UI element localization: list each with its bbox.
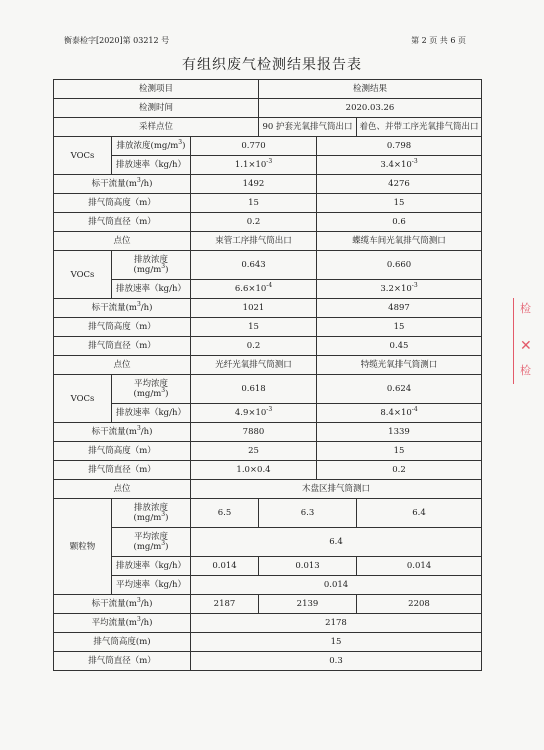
value-cell: 0.624: [317, 375, 482, 404]
value-cell: $1.1\times 10^{-3}$: [191, 156, 317, 175]
value-cell: 2178: [191, 614, 482, 633]
value-cell: 0.014: [357, 557, 482, 576]
value-cell: 2020.03.26: [259, 99, 482, 118]
label-cell: 标干流量$(m^3/h)$: [54, 423, 191, 442]
point-cell: 束管工序排气筒出口: [191, 232, 317, 251]
table-row: [54, 194, 482, 213]
pollutant-cell: VOCs: [54, 375, 112, 423]
value-cell: 6.4: [357, 499, 482, 528]
report-number: 衡泰检字[2020]第 03212 号: [64, 36, 170, 45]
value-cell: 15: [317, 442, 482, 461]
value-cell: 2187: [191, 595, 259, 614]
value-cell: 4276: [317, 175, 482, 194]
point-cell: 光纤光氧排气筒测口: [191, 356, 317, 375]
value-cell: 25: [191, 442, 317, 461]
value-cell: $4.9\times 10^{-3}$: [191, 404, 317, 423]
report-title: 有组织废气检测结果报告表: [182, 57, 362, 73]
label-cell: 平均浓度 $(mg/m^3)$: [112, 528, 191, 557]
label-cell: 平均浓度 $(mg/m^3)$: [112, 375, 191, 404]
label-cell: 排放浓度 $(mg/m^3)$: [112, 251, 191, 280]
label-cell: 排放速率（kg/h）: [112, 156, 191, 175]
label-cell: 标干流量$(m^3/h)$: [54, 175, 191, 194]
value-cell: 0.618: [191, 375, 317, 404]
value-cell: 6.5: [191, 499, 259, 528]
table-row: [54, 213, 482, 232]
table-row: [54, 442, 482, 461]
value-cell: $3.2\times 10^{-3}$: [317, 280, 482, 299]
label-cell: 排放速率（kg/h）: [112, 557, 191, 576]
table-row: [54, 356, 482, 375]
table-row: [54, 404, 482, 423]
results-table: [53, 79, 482, 671]
value-cell: 1492: [191, 175, 317, 194]
label-cell: 标干流量$(m^3/h)$: [54, 299, 191, 318]
value-cell: $3.4\times 10^{-3}$: [317, 156, 482, 175]
table-row: [54, 614, 482, 633]
value-cell: 0.798: [317, 137, 482, 156]
label-cell: 平均流量$(m^3/h)$: [54, 614, 191, 633]
header-cell: 检测项目: [54, 80, 259, 99]
point-cell: 蝶缆车间光氧排气筒测口: [317, 232, 482, 251]
label-cell: 平均速率（kg/h）: [112, 576, 191, 595]
label-cell: 排气筒高度(m): [54, 633, 191, 652]
value-cell: 15: [191, 318, 317, 337]
label-cell: 排气筒直径（m）: [54, 461, 191, 480]
value-cell: 1339: [317, 423, 482, 442]
table-row: [54, 480, 482, 499]
table-row: [54, 118, 482, 137]
label-cell: 点位: [54, 232, 191, 251]
value-cell: $6.6\times 10^{-4}$: [191, 280, 317, 299]
label-cell: 排气筒高度（m）: [54, 318, 191, 337]
seal-stamp: 检 ✕ 检: [513, 298, 540, 384]
table-row: [54, 156, 482, 175]
table-row: [54, 557, 482, 576]
label-cell: 排放浓度$(mg/m^3)$: [112, 137, 191, 156]
value-cell: 0.014: [191, 557, 259, 576]
value-cell: 2139: [259, 595, 357, 614]
pollutant-cell: VOCs: [54, 137, 112, 175]
label-cell: 点位: [54, 356, 191, 375]
pollutant-cell: VOCs: [54, 251, 112, 299]
value-cell: 1.0×0.4: [191, 461, 317, 480]
table-row: [54, 280, 482, 299]
value-cell: $8.4\times 10^{-4}$: [317, 404, 482, 423]
value-cell: 0.014: [191, 576, 482, 595]
value-cell: 1021: [191, 299, 317, 318]
value-cell: 0.643: [191, 251, 317, 280]
value-cell: 0.3: [191, 652, 482, 671]
label-cell: 排气筒高度（m）: [54, 194, 191, 213]
table-row: [54, 633, 482, 652]
table-row: [54, 423, 482, 442]
value-cell: 0.6: [317, 213, 482, 232]
label-cell: 排气筒高度（m）: [54, 442, 191, 461]
label-cell: 排气筒直径（m）: [54, 213, 191, 232]
header-cell: 检测结果: [259, 80, 482, 99]
point-cell: 着色、并带工序光氧排气筒出口: [357, 118, 482, 137]
label-cell: 检测时间: [54, 99, 259, 118]
table-row: [54, 137, 482, 156]
table-row: [54, 337, 482, 356]
table-row: [54, 652, 482, 671]
table-row: [54, 499, 482, 528]
table-row: [54, 251, 482, 280]
page-info: 第 2 页 共 6 页: [411, 36, 466, 45]
table-row: [54, 528, 482, 557]
value-cell: 7880: [191, 423, 317, 442]
value-cell: 0.2: [191, 213, 317, 232]
point-cell: 90 护套光氧排气筒出口: [259, 118, 357, 137]
value-cell: 4897: [317, 299, 482, 318]
table-row: [54, 232, 482, 251]
value-cell: 0.770: [191, 137, 317, 156]
value-cell: 15: [317, 194, 482, 213]
label-cell: 排放速率（kg/h）: [112, 280, 191, 299]
value-cell: 15: [317, 318, 482, 337]
value-cell: 0.2: [317, 461, 482, 480]
label-cell: 点位: [54, 480, 191, 499]
value-cell: 0.013: [259, 557, 357, 576]
label-cell: 采样点位: [54, 118, 259, 137]
value-cell: 0.660: [317, 251, 482, 280]
value-cell: 6.4: [191, 528, 482, 557]
table-row: [54, 576, 482, 595]
point-cell: 特缆光氧排气筒测口: [317, 356, 482, 375]
table-row: [54, 80, 482, 99]
label-cell: 排放速率（kg/h）: [112, 404, 191, 423]
table-row: [54, 461, 482, 480]
table-row: [54, 99, 482, 118]
label-cell: 排气筒直径（m）: [54, 337, 191, 356]
value-cell: 6.3: [259, 499, 357, 528]
label-cell: 排气筒直径（m）: [54, 652, 191, 671]
table-row: [54, 318, 482, 337]
table-row: [54, 595, 482, 614]
value-cell: 15: [191, 633, 482, 652]
value-cell: 0.45: [317, 337, 482, 356]
value-cell: 0.2: [191, 337, 317, 356]
value-cell: 15: [191, 194, 317, 213]
table-row: [54, 299, 482, 318]
table-row: [54, 375, 482, 404]
value-cell: 2208: [357, 595, 482, 614]
pollutant-cell: 颗粒物: [54, 499, 112, 595]
point-cell: 木盘区排气筒测口: [191, 480, 482, 499]
table-row: [54, 175, 482, 194]
label-cell: 排放浓度 $(mg/m^3)$: [112, 499, 191, 528]
label-cell: 标干流量$(m^3/h)$: [54, 595, 191, 614]
